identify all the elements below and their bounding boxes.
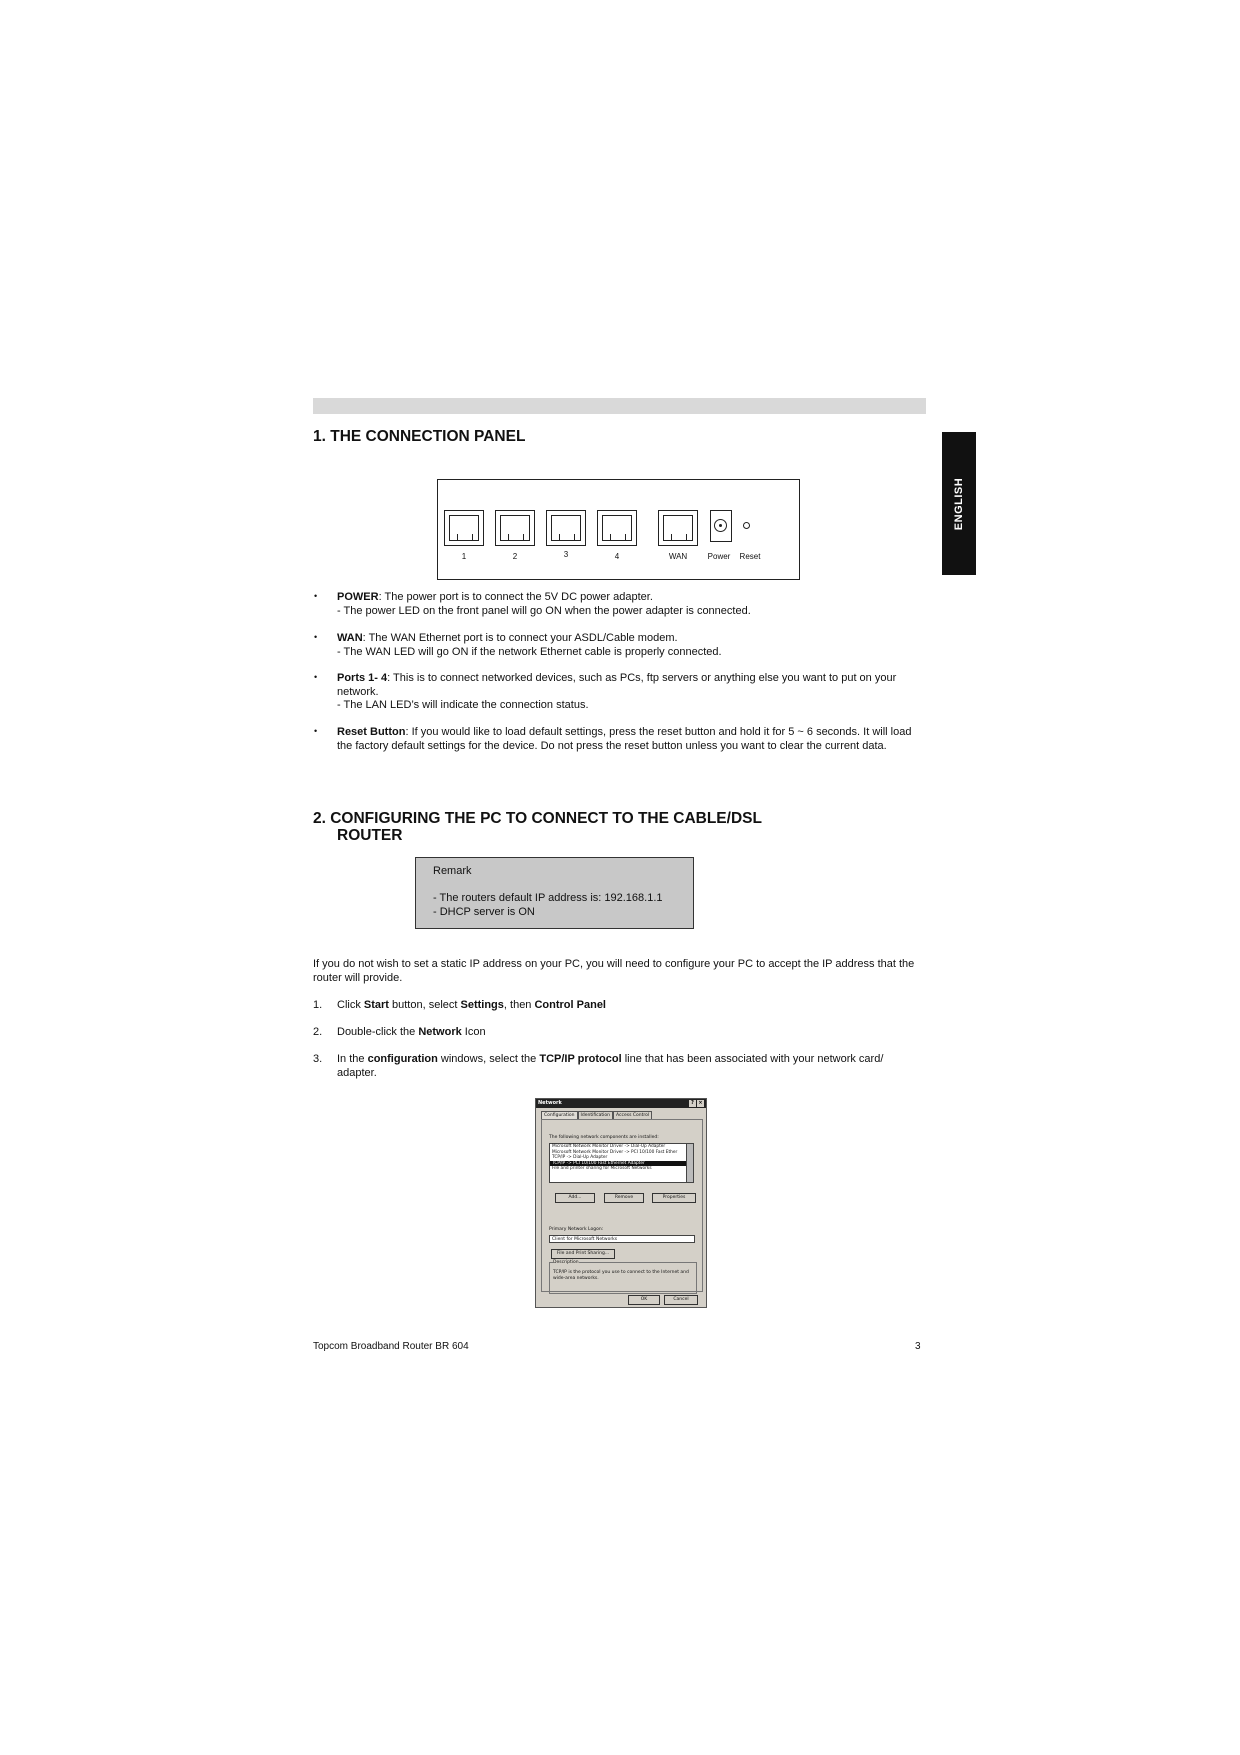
port-label: 4 <box>614 552 620 561</box>
step-1: 1. Click Start button, select Settings, then Control Panel <box>313 999 606 1011</box>
components-label: The following network components are installed: <box>549 1135 659 1140</box>
tab-identification[interactable]: Identification <box>578 1111 614 1119</box>
properties-button[interactable]: Properties <box>652 1193 696 1203</box>
port-label: 2 <box>512 552 518 561</box>
lan-port-2-icon <box>495 510 535 546</box>
port-label: 3 <box>563 550 569 559</box>
help-icon[interactable]: ? <box>689 1100 696 1107</box>
remark-line: - The routers default IP address is: 192.168.1.1 <box>433 892 663 904</box>
ok-button[interactable]: OK <box>628 1295 660 1305</box>
logon-label: Primary Network Logon: <box>549 1227 604 1232</box>
header-bar <box>313 398 926 414</box>
tab-configuration[interactable]: Configuration <box>541 1111 578 1119</box>
list-item[interactable]: Microsoft Network Monitor Driver -> PCI 10/100 Fast Ether <box>552 1149 678 1155</box>
list-scrollbar[interactable] <box>686 1144 693 1182</box>
cancel-button[interactable]: Cancel <box>664 1295 698 1305</box>
description-group <box>549 1262 697 1294</box>
description-label: Description <box>553 1260 579 1265</box>
wan-port-icon <box>658 510 698 546</box>
remark-box <box>415 857 694 929</box>
network-dialog-screenshot <box>535 1098 707 1308</box>
power-jack-icon <box>710 510 732 542</box>
bullet-ports: • Ports 1- 4: This is to connect networked devices, such as PCs, ftp servers or anything else you want to put on your network. - The LAN LED’s will indicate the connection status. <box>314 672 897 711</box>
description-text: TCP/IP is the protocol you use to connect to the Internet and wide-area networks. <box>553 1270 689 1281</box>
bullet-power: • POWER: The power port is to connect the 5V DC power adapter. - The power LED on the front panel will go ON when the power adapter is connected. <box>314 591 751 617</box>
step-2: 2. Double-click the Network Icon <box>313 1026 486 1038</box>
dialog-body <box>541 1119 703 1292</box>
add-button[interactable]: Add... <box>555 1193 595 1203</box>
section-2-title-cont: ROUTER <box>337 827 403 844</box>
language-tab <box>942 432 976 575</box>
list-item[interactable]: Microsoft Network Monitor Driver -> Dial-Up Adapter <box>552 1144 666 1149</box>
dialog-tabs <box>541 1111 652 1119</box>
intro-paragraph: If you do not wish to set a static IP address on your PC, you will need to configure your PC to accept the IP address that the router will provide. <box>313 958 915 984</box>
section-2-title: 2. CONFIGURING THE PC TO CONNECT TO THE CABLE/DSL <box>313 810 762 827</box>
lan-port-4-icon <box>597 510 637 546</box>
tab-access-control[interactable]: Access Control <box>613 1111 652 1119</box>
power-label: Power <box>707 552 731 561</box>
language-tab-label: ENGLISH <box>953 477 965 530</box>
dialog-titlebar: Network ? × <box>536 1099 706 1108</box>
reset-label: Reset <box>739 552 761 561</box>
footer-page-number: 3 <box>915 1341 921 1352</box>
port-label: WAN <box>668 552 688 561</box>
list-item-selected[interactable]: TCP/IP -> PCI 10/100 Fast Ethernet Adapter <box>550 1161 693 1167</box>
list-item[interactable]: TCP/IP -> Dial-Up Adapter <box>552 1155 608 1161</box>
remove-button[interactable]: Remove <box>604 1193 644 1203</box>
section-1-title: 1. THE CONNECTION PANEL <box>313 428 526 445</box>
reset-hole-icon <box>743 522 750 529</box>
footer-product: Topcom Broadband Router BR 604 <box>313 1341 469 1352</box>
lan-port-1-icon <box>444 510 484 546</box>
lan-port-3-icon <box>546 510 586 546</box>
components-list[interactable] <box>549 1143 694 1183</box>
remark-line: - DHCP server is ON <box>433 905 535 918</box>
logon-select[interactable]: Client for Microsoft Networks <box>549 1235 695 1243</box>
bullet-reset: • Reset Button: If you would like to load default settings, press the reset button and hold it for 5 ~ 6 seconds. It will load the factory default settings for the device. Do not press the reset button unless you want to clear the current data. <box>314 726 912 752</box>
connection-panel-diagram <box>437 479 800 580</box>
step-3: 3. In the configuration windows, select the TCP/IP protocol line that has been associated with your network card/ adapter. <box>313 1053 884 1079</box>
file-print-sharing-button[interactable]: File and Print Sharing... <box>551 1249 615 1259</box>
bullet-wan: • WAN: The WAN Ethernet port is to connect your ASDL/Cable modem. - The WAN LED will go ON if the network Ethernet cable is properly connected. <box>314 632 722 658</box>
list-item[interactable]: File and printer sharing for Microsoft Networks <box>552 1166 652 1172</box>
port-label: 1 <box>461 552 467 561</box>
remark-heading: Remark <box>433 865 472 877</box>
close-icon[interactable]: × <box>698 1100 703 1106</box>
